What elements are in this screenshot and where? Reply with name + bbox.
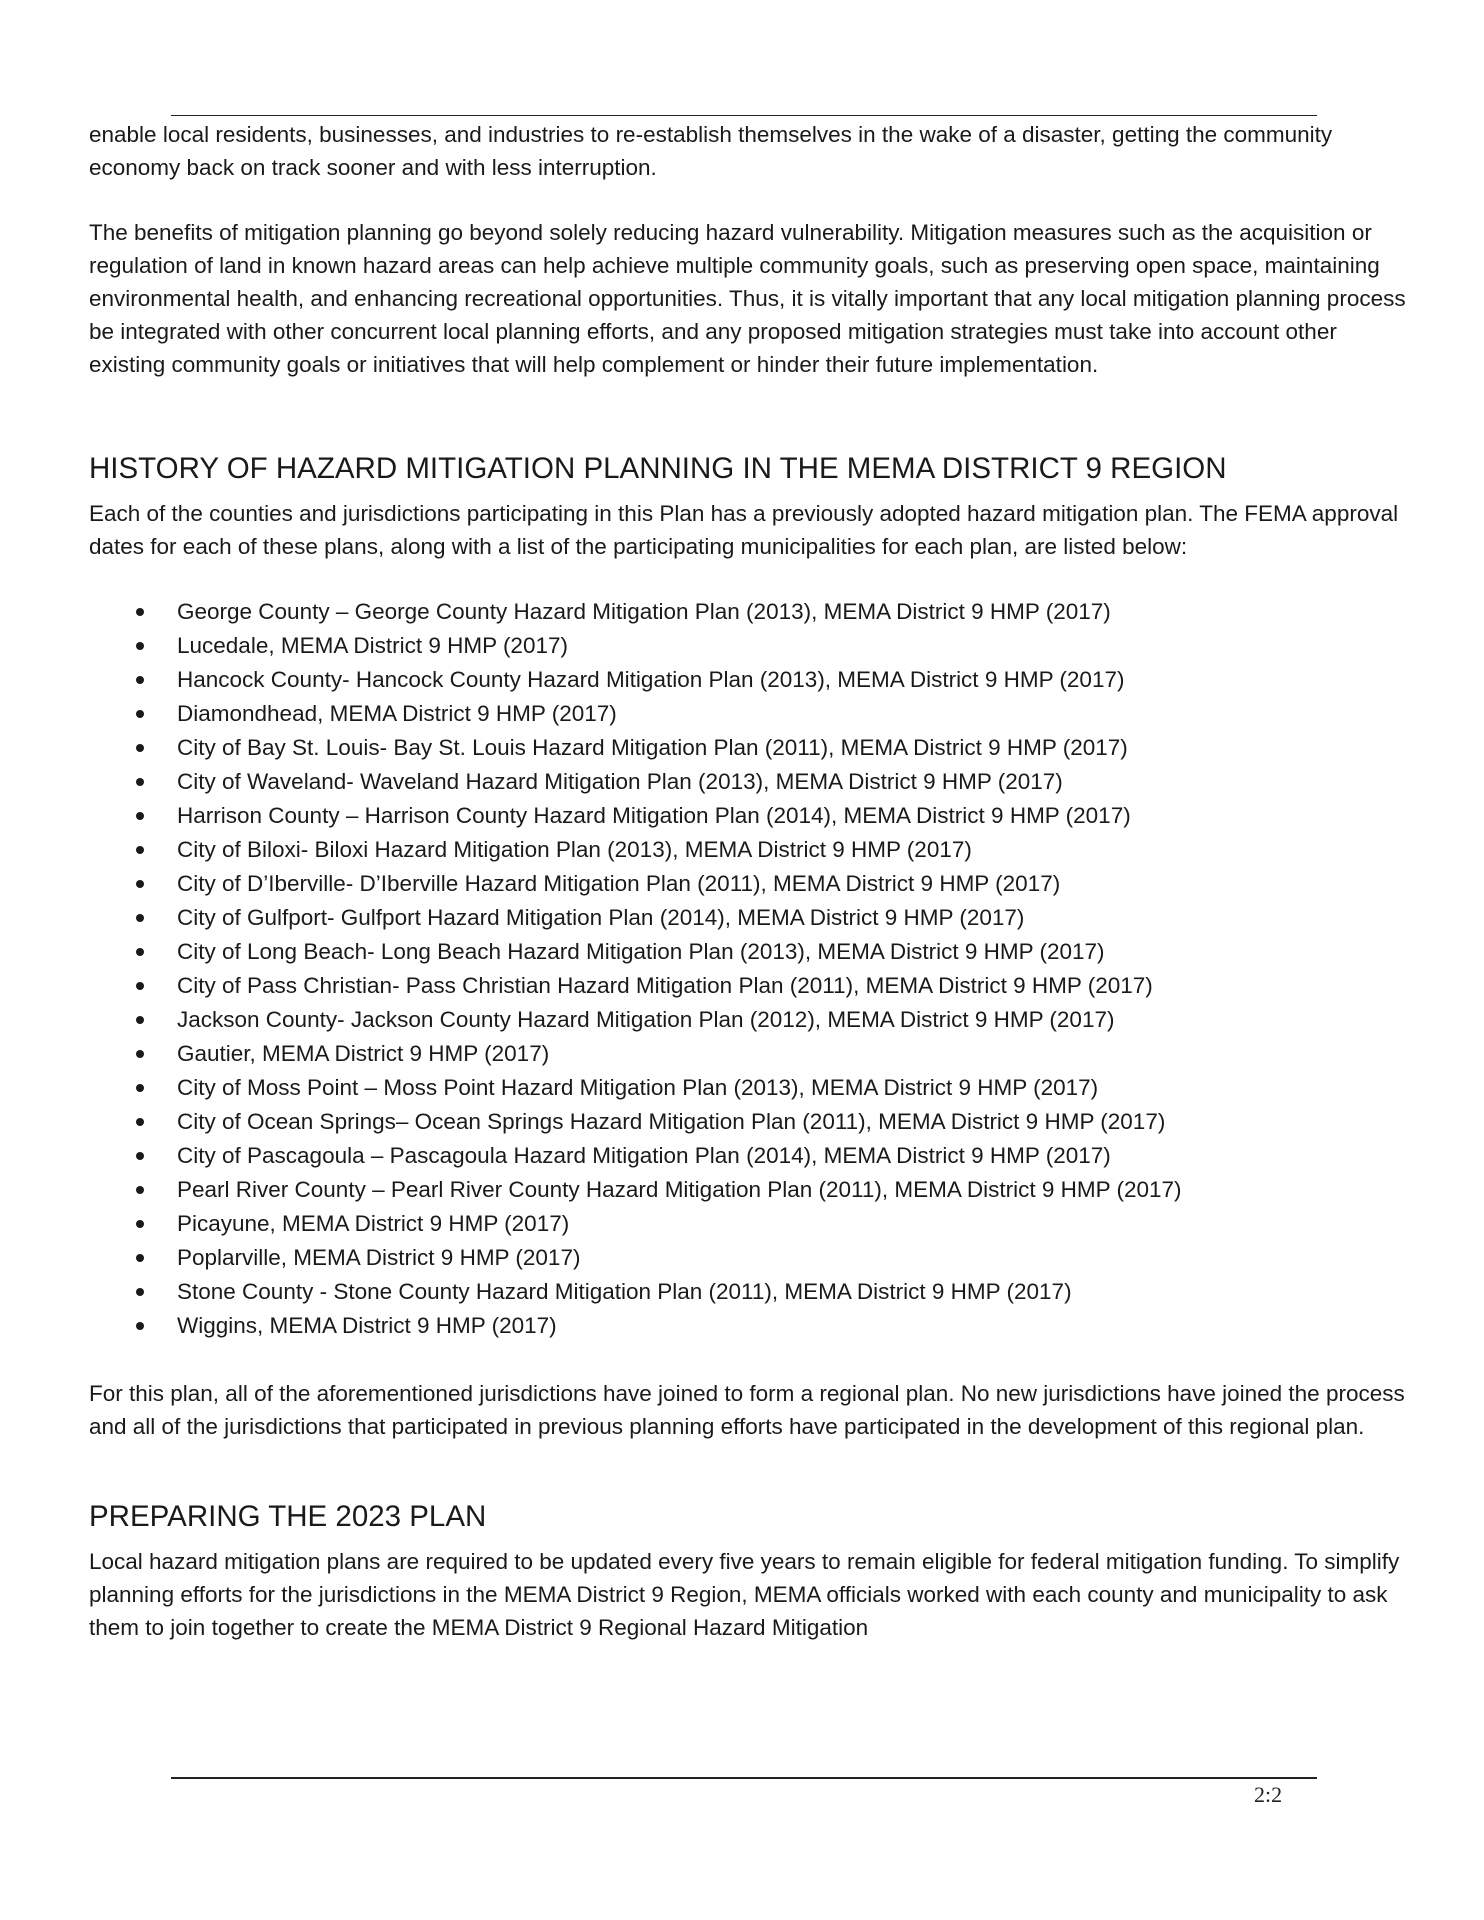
list-item: Stone County - Stone County Hazard Mitigation Plan (2011), MEMA District 9 HMP (2017) — [89, 1275, 1409, 1309]
list-item: Gautier, MEMA District 9 HMP (2017) — [89, 1037, 1409, 1071]
list-item: Lucedale, MEMA District 9 HMP (2017) — [89, 629, 1409, 663]
list-item: Harrison County – Harrison County Hazard Mitigation Plan (2014), MEMA District 9 HMP (2017) — [89, 799, 1409, 833]
preparing-heading: PREPARING THE 2023 PLAN — [89, 1500, 487, 1533]
list-item: City of D’Iberville- D’Iberville Hazard Mitigation Plan (2011), MEMA District 9 HMP (2017) — [89, 867, 1409, 901]
header-rule — [171, 115, 1317, 116]
list-item: Picayune, MEMA District 9 HMP (2017) — [89, 1207, 1409, 1241]
list-item: Poplarville, MEMA District 9 HMP (2017) — [89, 1241, 1409, 1275]
list-item: Hancock County- Hancock County Hazard Mitigation Plan (2013), MEMA District 9 HMP (2017) — [89, 663, 1409, 697]
page-content — [89, 118, 1409, 1644]
list-item: City of Pascagoula – Pascagoula Hazard Mitigation Plan (2014), MEMA District 9 HMP (2017) — [89, 1139, 1409, 1173]
list-item: Diamondhead, MEMA District 9 HMP (2017) — [89, 697, 1409, 731]
list-item: City of Long Beach- Long Beach Hazard Mitigation Plan (2013), MEMA District 9 HMP (2017) — [89, 935, 1409, 969]
jurisdiction-plan-list — [89, 595, 1409, 1343]
history-heading: HISTORY OF HAZARD MITIGATION PLANNING IN THE MEMA DISTRICT 9 REGION — [89, 452, 1227, 485]
intro-continuation-paragraph: enable local residents, businesses, and industries to re-establish themselves in the wake of a disaster, getting the community economy back on track sooner and with less interruption. — [89, 122, 1333, 180]
history-intro-paragraph: Each of the counties and jurisdictions participating in this Plan has a previously adopted hazard mitigation plan. The FEMA approval dates for each of these plans, along with a list of the participating municipalities for each plan, are listed below: — [89, 501, 1399, 559]
history-closing-paragraph: For this plan, all of the aforementioned jurisdictions have joined to form a regional plan. No new jurisdictions have joined the process and all of the jurisdictions that participated in previous planning efforts have participated in the development of this regional plan. — [89, 1381, 1405, 1439]
list-item: Pearl River County – Pearl River County Hazard Mitigation Plan (2011), MEMA District 9 HMP (2017) — [89, 1173, 1409, 1207]
footer-rule — [171, 1777, 1317, 1779]
list-item: City of Waveland- Waveland Hazard Mitigation Plan (2013), MEMA District 9 HMP (2017) — [89, 765, 1409, 799]
benefits-paragraph: The benefits of mitigation planning go beyond solely reducing hazard vulnerability. Mitigation measures such as the acquisition or regulation of land in known hazard areas can help achieve multiple community goals, such as preserving open space, maintaining environmental health, and enhancing recreational opportunities. Thus, it is vitally important that any local mitigation planning process be integrated with other concurrent local planning efforts, and any proposed mitigation strategies must take into account other existing community goals or initiatives that will help complement or hinder their future implementation. — [89, 220, 1406, 377]
page-number: 2:2 — [1254, 1782, 1283, 1807]
list-item: City of Pass Christian- Pass Christian Hazard Mitigation Plan (2011), MEMA District 9 HMP (2017) — [89, 969, 1409, 1003]
list-item: City of Gulfport- Gulfport Hazard Mitigation Plan (2014), MEMA District 9 HMP (2017) — [89, 901, 1409, 935]
list-item: City of Ocean Springs– Ocean Springs Hazard Mitigation Plan (2011), MEMA District 9 HMP (2017) — [89, 1105, 1409, 1139]
list-item: Wiggins, MEMA District 9 HMP (2017) — [89, 1309, 1409, 1343]
list-item: City of Bay St. Louis- Bay St. Louis Hazard Mitigation Plan (2011), MEMA District 9 HMP (2017) — [89, 731, 1409, 765]
preparing-body-paragraph: Local hazard mitigation plans are required to be updated every five years to remain eligible for federal mitigation funding. To simplify planning efforts for the jurisdictions in the MEMA District 9 Region, MEMA officials worked with each county and municipality to ask them to join together to create the MEMA District 9 Regional Hazard Mitigation — [89, 1549, 1400, 1640]
list-item: City of Moss Point – Moss Point Hazard Mitigation Plan (2013), MEMA District 9 HMP (2017) — [89, 1071, 1409, 1105]
list-item: City of Biloxi- Biloxi Hazard Mitigation Plan (2013), MEMA District 9 HMP (2017) — [89, 833, 1409, 867]
list-item: George County – George County Hazard Mitigation Plan (2013), MEMA District 9 HMP (2017) — [89, 595, 1409, 629]
list-item: Jackson County- Jackson County Hazard Mitigation Plan (2012), MEMA District 9 HMP (2017) — [89, 1003, 1409, 1037]
